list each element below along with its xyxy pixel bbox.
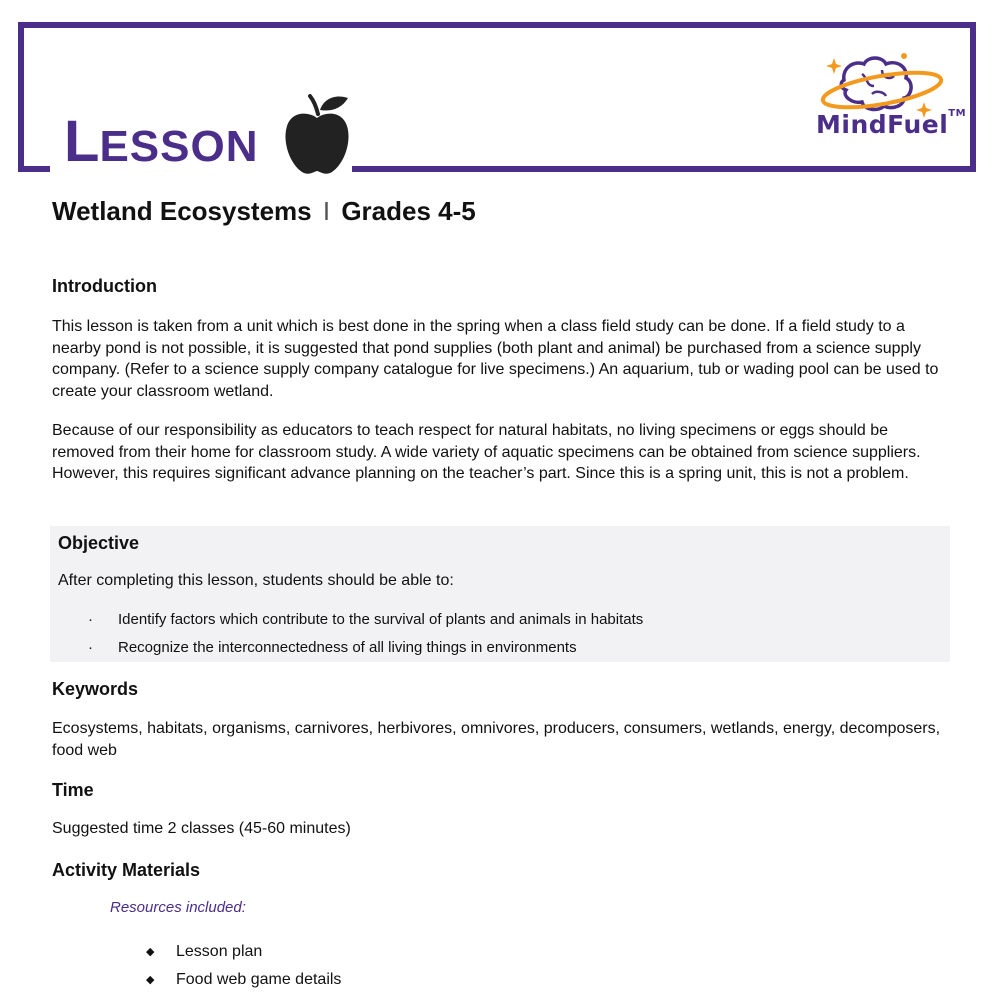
list-item (84, 638, 643, 666)
activity-materials-heading: Activity Materials (52, 860, 201, 880)
apple-icon (282, 92, 352, 176)
introduction-heading: Introduction (52, 276, 157, 296)
list-item (84, 610, 643, 638)
list-item (146, 970, 341, 998)
header-frame-bottom-left (18, 166, 50, 172)
lesson-heading (64, 109, 259, 174)
keywords-heading: Keywords (52, 679, 139, 699)
list-item (146, 942, 341, 970)
bullet-icon: · (88, 611, 93, 628)
header-frame-bottom-right (352, 166, 976, 172)
introduction-paragraph: This lesson is taken from a unit which is best done in the spring when a class field study can be done. If a field study to a nearby pond is not possible, it is suggested that pond supplies (both plant and animal) be purchased from a science supply company. (Refer to a science supply company catalogue for live specimens.) An aquarium, tub or wading pool can be used to create your classroom wetland. (52, 318, 939, 400)
header-frame-right (970, 22, 976, 172)
resources-included-label: Resources included: (110, 899, 246, 916)
resources-list (146, 942, 341, 998)
resource-item: Food web game details (176, 971, 342, 988)
diamond-bullet-icon: ◆ (146, 946, 155, 958)
mindfuel-logo-icon (812, 46, 962, 156)
mindfuel-wordmark (816, 110, 976, 139)
header-frame-top (18, 22, 976, 28)
lesson-heading-cap: L (64, 109, 100, 174)
objective-heading: Objective (58, 533, 140, 553)
objective-item: Recognize the interconnectedness of all living things in environments (118, 639, 577, 656)
page-title (52, 196, 476, 227)
objective-intro: After completing this lesson, students should be able to: (58, 572, 454, 589)
title-separator: I (322, 196, 331, 226)
trademark-mark: TM (948, 108, 967, 119)
objective-item: Identify factors which contribute to the survival of plants and animals in habitats (118, 611, 644, 628)
time-heading: Time (52, 780, 94, 800)
diamond-bullet-icon: ◆ (146, 974, 155, 986)
bullet-icon: · (88, 639, 93, 656)
brand-name: MindFuel (816, 110, 949, 139)
time-text: Suggested time 2 classes (45-60 minutes) (52, 820, 351, 837)
grade-level: Grades 4-5 (341, 196, 476, 226)
header-frame-left (18, 22, 24, 172)
resource-item: Lesson plan (176, 943, 263, 960)
lesson-title: Wetland Ecosystems (52, 196, 312, 226)
introduction-paragraph: Because of our responsibility as educators to teach respect for natural habitats, no living specimens or eggs should be removed from their home for classroom study. A wide variety of aquatic specimens can be obtained from science suppliers. However, this requires significant advance planning on the teacher’s part. Since this is a spring unit, this is not a problem. (52, 422, 921, 482)
objective-list (84, 610, 643, 666)
lesson-heading-rest: ESSON (99, 122, 259, 171)
keywords-text: Ecosystems, habitats, organisms, carnivores, herbivores, omnivores, producers, consumers, wetlands, energy, decomposers, food web (52, 720, 941, 759)
